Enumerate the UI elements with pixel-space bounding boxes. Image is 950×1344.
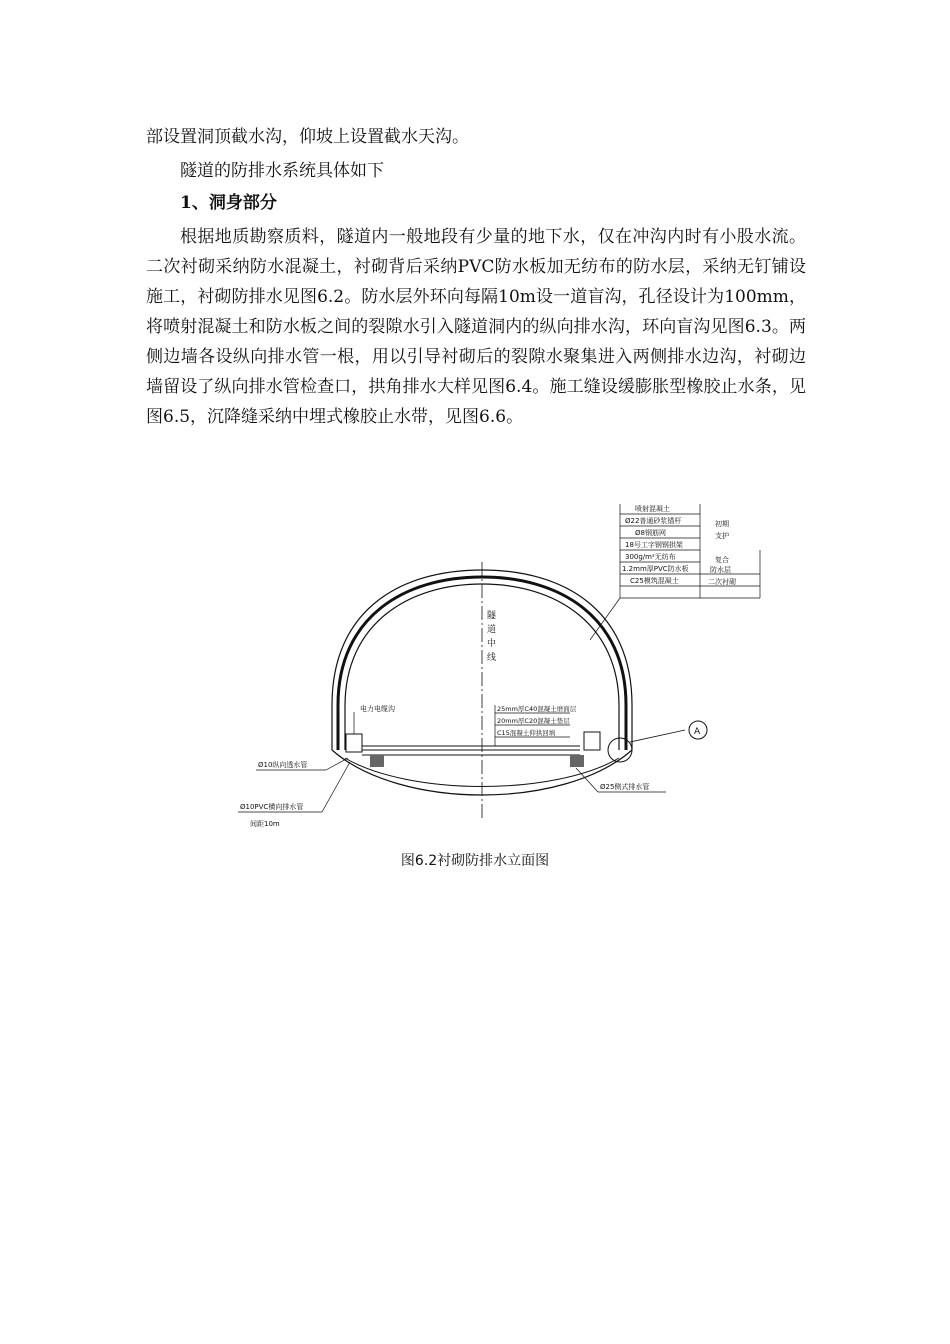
drain-gravel-right <box>570 755 584 767</box>
svg-text:防水层: 防水层 <box>710 566 731 574</box>
paragraph-intro: 部设置洞顶截水沟，仰坡上设置截水天沟。 <box>146 127 469 147</box>
cable-trench-right <box>584 732 600 750</box>
svg-text:中: 中 <box>487 639 497 649</box>
centerline-label <box>487 610 497 663</box>
section-heading: 1、洞身部分 <box>180 193 277 213</box>
cable-trench-label: 电力电缆沟 <box>360 705 395 713</box>
lining-drainage-figure <box>230 500 736 840</box>
svg-text:20mm厚C20混凝土垫层: 20mm厚C20混凝土垫层 <box>497 717 570 725</box>
detail-circle <box>608 738 632 762</box>
figure-caption: 图6.2衬砌防排水立面图 <box>400 853 550 869</box>
pavement-slab <box>362 746 580 755</box>
svg-text:Ø22普通砂浆锚杆: Ø22普通砂浆锚杆 <box>625 517 682 525</box>
svg-text:18号工字钢钢拱架: 18号工字钢钢拱架 <box>625 541 683 549</box>
svg-text:道: 道 <box>487 625 497 635</box>
svg-text:二次衬砌: 二次衬砌 <box>708 578 736 586</box>
paragraph-system: 隧道的防排水系统具体如下 <box>180 161 384 181</box>
paragraph-body: 根据地质勘察质料，隧道内一般地段有少量的地下水，仅在冲沟内时有小股水流。二次衬砌采纳防水混凝土，衬砌背后采纳PVC防水板加无纺布的防水层，采纳无钉铺设施工，衬砌防排水见图6.2。防水层外环向每隔10m设一道盲沟，孔径设计为100mm，将喷射混凝土和防水板之间的裂隙水引入隧道洞内的纵向排水沟，环向盲沟见图6.3。两侧边墙各设纵向排水管一根，用以引导衬砌后的裂隙水聚集进入两侧排水边沟，衬砌边墙留设了纵向排水管检查口，拱角排水大样见图6.4。施工缝设缓膨胀型橡胶止水条，见图6.5，沉降缝采纳中埋式橡胶止水带，见图6.6。 <box>146 227 806 427</box>
svg-text:C25模筑混凝土: C25模筑混凝土 <box>630 577 679 585</box>
svg-text:25mm厚C40混凝土磨面层: 25mm厚C40混凝土磨面层 <box>497 705 577 713</box>
left-pipe-labels <box>238 758 350 828</box>
svg-text:Ø10纵向透水管: Ø10纵向透水管 <box>258 761 308 769</box>
svg-text:Ø8钢筋网: Ø8钢筋网 <box>635 529 666 537</box>
svg-text:复合: 复合 <box>715 556 729 564</box>
svg-text:1.2mm厚PVC防水板: 1.2mm厚PVC防水板 <box>622 565 689 573</box>
svg-text:喷射混凝土: 喷射混凝土 <box>635 505 670 513</box>
drain-gravel-left <box>370 755 384 767</box>
svg-text:线: 线 <box>487 653 497 663</box>
svg-text:支护: 支护 <box>715 532 729 540</box>
svg-text:隧: 隧 <box>487 611 497 621</box>
svg-text:C15混凝土仰拱回填: C15混凝土仰拱回填 <box>497 729 556 737</box>
svg-text:Ø10PVC横向排水管: Ø10PVC横向排水管 <box>240 803 304 811</box>
svg-text:300g/m²无纺布: 300g/m²无纺布 <box>625 553 676 561</box>
detail-marker-label: A <box>694 727 701 737</box>
pavement-labels <box>495 704 577 746</box>
svg-text:间距10m: 间距10m <box>250 820 280 828</box>
svg-text:Ø25侧式排水管: Ø25侧式排水管 <box>600 783 650 791</box>
svg-text:初期: 初期 <box>715 520 729 528</box>
cable-trench-left <box>346 734 362 752</box>
